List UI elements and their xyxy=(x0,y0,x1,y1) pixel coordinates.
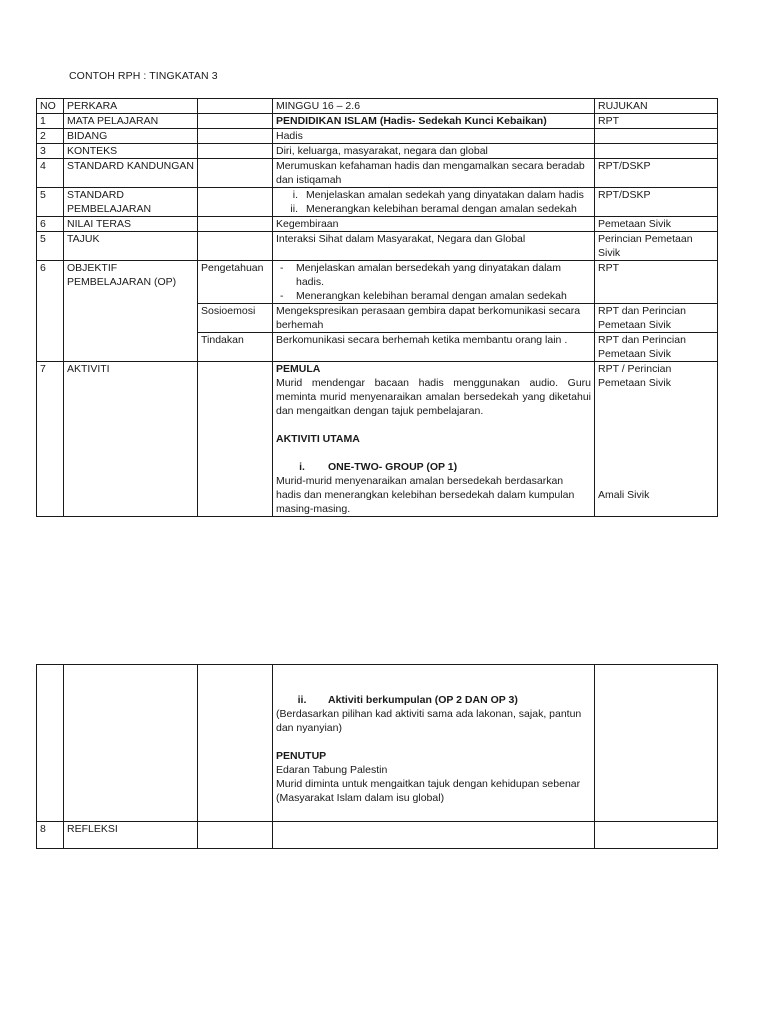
row-rujukan xyxy=(595,129,718,144)
row-content: Mengekspresikan perasaan gembira dapat berkomunikasi secara berhemah xyxy=(273,304,595,333)
rujukan-amali-sivik: Amali Sivik xyxy=(598,489,650,501)
row-content: Merumuskan kefahaman hadis dan mengamalkan secara beradab dan istiqamah xyxy=(273,159,595,188)
row-no: 3 xyxy=(37,144,64,159)
row-no: 8 xyxy=(37,822,64,849)
op-domain-label: Sosioemosi xyxy=(198,304,273,333)
row-rujukan: RPT dan Perincian Pemetaan Sivik xyxy=(595,304,718,333)
row-rujukan xyxy=(595,144,718,159)
table-row xyxy=(37,159,718,188)
row-content xyxy=(273,261,595,304)
table-row xyxy=(37,144,718,159)
row-content: Diri, keluarga, masyarakat, negara dan global xyxy=(273,144,595,159)
row-perkara: AKTIVITI xyxy=(64,362,198,517)
row-no: 7 xyxy=(37,362,64,517)
row-rujukan xyxy=(595,362,718,517)
row-no: 6 xyxy=(37,261,64,362)
row-perkara: REFLEKSI xyxy=(64,822,198,849)
row-rujukan: Perincian Pemetaan Sivik xyxy=(595,232,718,261)
row-no: 4 xyxy=(37,159,64,188)
table-row xyxy=(37,114,718,129)
standard-pembelajaran-list xyxy=(276,188,591,216)
row-perkara: OBJEKTIF PEMBELAJARAN (OP) xyxy=(64,261,198,362)
list-item: i. Menjelaskan amalan sedekah yang dinyatakan dalam hadis xyxy=(292,189,584,201)
activity-two-text: (Berdasarkan pilihan kad aktiviti sama ada lakonan, sajak, pantun dan nyanyian) xyxy=(276,708,582,734)
row-perkara: STANDARD KANDUNGAN xyxy=(64,159,198,188)
penutup-line: Edaran Tabung Palestin xyxy=(276,764,388,776)
table-row xyxy=(37,665,718,822)
row-content: PENDIDIKAN ISLAM (Hadis- Sedekah Kunci Kebaikan) xyxy=(273,114,595,129)
lesson-plan-table-continued xyxy=(36,664,718,849)
row-rujukan: RPT dan Perincian Pemetaan Sivik xyxy=(595,333,718,362)
header-no: NO xyxy=(37,99,64,114)
row-no: 5 xyxy=(37,188,64,217)
activity-one-text: Murid-murid menyenaraikan amalan bersedekah berdasarkan hadis dan menerangkan kelebihan bersedekah dalam kumpulan masing-masing. xyxy=(276,475,575,515)
row-rujukan: RPT/DSKP xyxy=(595,188,718,217)
row-no: 2 xyxy=(37,129,64,144)
row-rujukan: RPT xyxy=(595,261,718,304)
list-item: - Menjelaskan amalan bersedekah yang dinyatakan dalam hadis. xyxy=(280,262,562,288)
table-header-row xyxy=(37,99,718,114)
row-perkara: KONTEKS xyxy=(64,144,198,159)
op-domain-label: Pengetahuan xyxy=(198,261,273,304)
table-row xyxy=(37,232,718,261)
row-content: Kegembiraan xyxy=(273,217,595,232)
row-perkara: TAJUK xyxy=(64,232,198,261)
list-item: - Menerangkan kelebihan beramal dengan amalan sedekah xyxy=(280,290,567,302)
activity-one-heading: i. ONE-TWO- GROUP (OP 1) xyxy=(299,461,458,473)
table-row xyxy=(37,362,718,517)
row-content xyxy=(273,665,595,822)
penutup-line: Murid diminta untuk mengaitkan tajuk dengan kehidupan sebenar (Masyarakat Islam dalam isu global) xyxy=(276,778,581,804)
row-rujukan: RPT/DSKP xyxy=(595,159,718,188)
list-item: ii. Menerangkan kelebihan beramal dengan amalan sedekah xyxy=(290,203,577,215)
row-rujukan: RPT xyxy=(595,114,718,129)
row-content xyxy=(273,188,595,217)
header-blank xyxy=(198,99,273,114)
pengetahuan-list xyxy=(276,261,591,303)
row-perkara: STANDARD PEMBELAJARAN xyxy=(64,188,198,217)
row-content: Hadis xyxy=(273,129,595,144)
row-perkara: BIDANG xyxy=(64,129,198,144)
header-perkara: PERKARA xyxy=(64,99,198,114)
row-content xyxy=(273,362,595,517)
header-rujukan: RUJUKAN xyxy=(595,99,718,114)
header-minggu: MINGGU 16 – 2.6 xyxy=(273,99,595,114)
row-perkara: NILAI TERAS xyxy=(64,217,198,232)
table-row xyxy=(37,822,718,849)
aktiviti-utama-heading: AKTIVITI UTAMA xyxy=(276,433,360,445)
row-no: 6 xyxy=(37,217,64,232)
pemula-heading: PEMULA xyxy=(276,363,321,375)
row-no: 5 xyxy=(37,232,64,261)
rujukan-top: RPT / Perincian Pemetaan Sivik xyxy=(598,363,672,389)
table-row xyxy=(37,129,718,144)
lesson-plan-table xyxy=(36,98,718,517)
row-content: Interaksi Sihat dalam Masyarakat, Negara dan Global xyxy=(273,232,595,261)
op-domain-label: Tindakan xyxy=(198,333,273,362)
penutup-heading: PENUTUP xyxy=(276,750,327,762)
document-title: CONTOH RPH : TINGKATAN 3 xyxy=(69,70,218,82)
table-row xyxy=(37,217,718,232)
pemula-text: Murid mendengar bacaan hadis menggunakan audio. Guru meminta murid menyenaraikan amalan bersedekah yang diketahui dan mengaitkan dengan tajuk pembelajaran. xyxy=(276,377,591,417)
row-perkara: MATA PELAJARAN xyxy=(64,114,198,129)
table-row xyxy=(37,188,718,217)
row-rujukan: Pemetaan Sivik xyxy=(595,217,718,232)
activity-two-heading: ii. Aktiviti berkumpulan (OP 2 DAN OP 3) xyxy=(297,694,518,706)
row-no: 1 xyxy=(37,114,64,129)
table-row xyxy=(37,261,718,304)
row-content: Berkomunikasi secara berhemah ketika membantu orang lain . xyxy=(273,333,595,362)
